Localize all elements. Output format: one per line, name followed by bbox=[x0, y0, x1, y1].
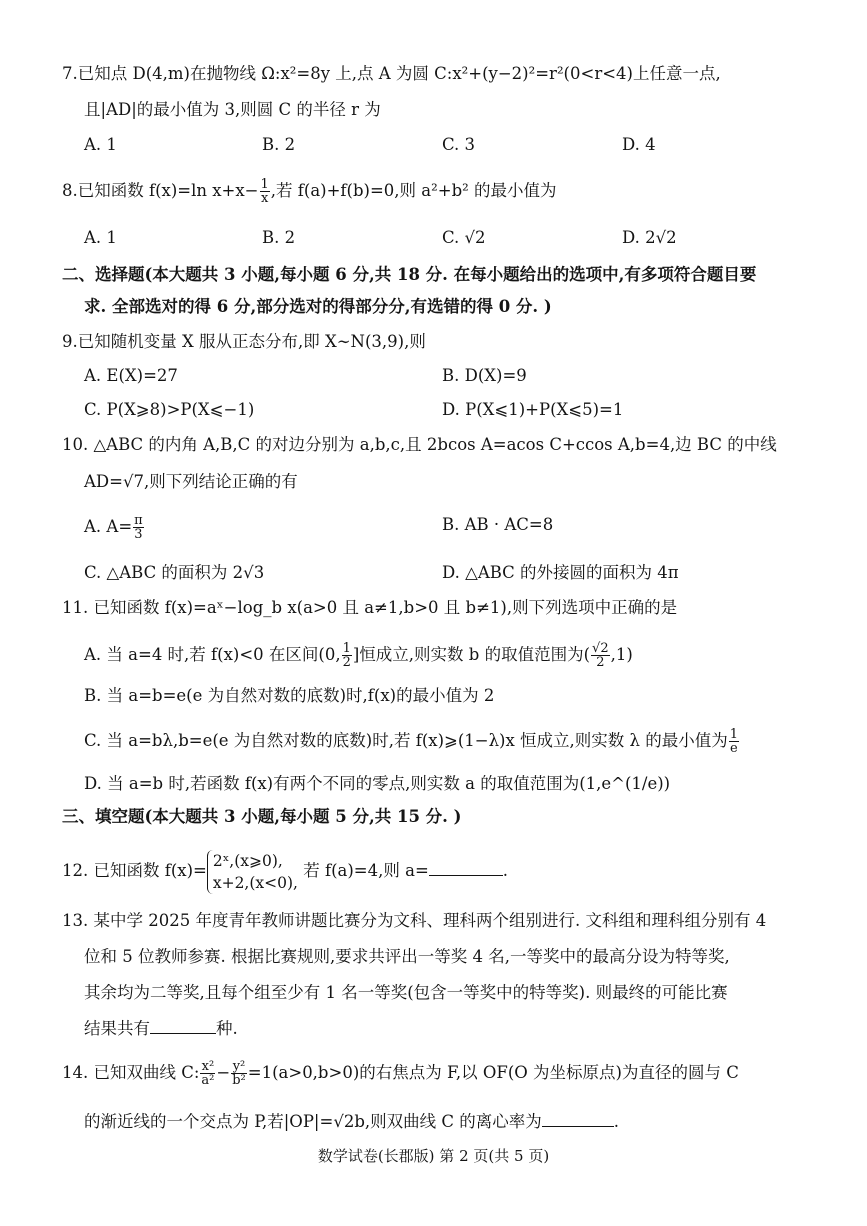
q14-frac1-num: x² bbox=[201, 1059, 215, 1074]
q14-stem-pre: 14. 已知双曲线 C: bbox=[62, 1063, 200, 1082]
q8-option-b: B. 2 bbox=[262, 228, 296, 247]
q9-option-d: D. P(X⩽1)+P(X⩽5)=1 bbox=[442, 400, 624, 419]
q7-option-a: A. 1 bbox=[84, 135, 117, 154]
q11-option-a-pre: A. 当 a=4 时,若 f(x)<0 在区间(0, bbox=[84, 645, 341, 664]
q11-option-c-den: e bbox=[730, 741, 738, 756]
q12-stem bbox=[62, 847, 867, 895]
q13-line2: 位和 5 位教师参赛. 根据比赛规则,要求共评出一等奖 4 名,一等奖中的最高分设为特等奖, bbox=[84, 947, 730, 966]
q12-case1: 2ˣ,(x⩾0), bbox=[212, 851, 283, 870]
q11-option-a-frac1 bbox=[342, 642, 352, 669]
q12-stem-end: . bbox=[502, 861, 509, 880]
q12-stem-post: 若 f(a)=4,则 a= bbox=[303, 861, 429, 880]
q11-option-a-frac2-den: 2 bbox=[596, 655, 605, 670]
q10-option-b: B. AB · AC=8 bbox=[442, 515, 554, 534]
q11-option-a-frac2-num: √2 bbox=[592, 641, 609, 656]
q8-stem bbox=[62, 178, 867, 205]
q10-option-a-fraction bbox=[133, 514, 144, 541]
q12-answer-blank[interactable] bbox=[429, 875, 503, 876]
q13-answer-blank[interactable] bbox=[150, 1033, 216, 1034]
q8-fraction bbox=[260, 178, 270, 205]
q8-option-c: C. √2 bbox=[442, 228, 486, 247]
q7-option-b: B. 2 bbox=[262, 135, 296, 154]
q7-option-c: C. 3 bbox=[442, 135, 476, 154]
q10-option-d: D. △ABC 的外接圆的面积为 4π bbox=[442, 563, 679, 582]
q8-option-d: D. 2√2 bbox=[622, 228, 677, 247]
q11-option-a-post: ,1) bbox=[610, 645, 633, 664]
q11-option-c-fraction bbox=[729, 728, 739, 755]
q11-option-a-frac2 bbox=[591, 642, 610, 669]
section2-heading-line2: 求. 全部选对的得 6 分,部分选对的得部分分,有选错的得 0 分. ) bbox=[84, 297, 552, 316]
q7-option-d: D. 4 bbox=[622, 135, 656, 154]
q14-line2-pre: 的渐近线的一个交点为 P,若|OP|=√2b,则双曲线 C 的离心率为 bbox=[84, 1112, 542, 1131]
page-footer: 数学试卷(长郡版) 第 2 页(共 5 页) bbox=[317, 1147, 550, 1165]
q12-stem-pre: 12. 已知函数 f(x)= bbox=[62, 861, 207, 880]
q7-line1: 7.已知点 D(4,m)在抛物线 Ω:x²=8y 上,点 A 为圆 C:x²+(y−2)²=r²(0<r<4)上任意一点, bbox=[62, 64, 721, 83]
q14-frac1 bbox=[200, 1060, 215, 1087]
q13-line4-pre: 结果共有 bbox=[84, 1019, 150, 1038]
q13-line4 bbox=[84, 1018, 867, 1040]
q9-option-b: B. D(X)=9 bbox=[442, 366, 527, 385]
section3-heading: 三、填空题(本大题共 3 小题,每小题 5 分,共 15 分. ) bbox=[62, 807, 462, 826]
q12-case2: x+2,(x<0), bbox=[212, 873, 298, 892]
q14-frac2-den: b² bbox=[232, 1073, 246, 1088]
q10-line1: 10. △ABC 的内角 A,B,C 的对边分别为 a,b,c,且 2bcos A=acos C+ccos A,b=4,边 BC 的中线 bbox=[62, 435, 777, 454]
q10-option-a-num: π bbox=[134, 513, 143, 528]
q11-stem: 11. 已知函数 f(x)=aˣ−log_b x(a>0 且 a≠1,b>0 且 b≠1),则下列选项中正确的是 bbox=[62, 598, 678, 617]
q11-option-d: D. 当 a=b 时,若函数 f(x)有两个不同的零点,则实数 a 的取值范围为(1,e^(1/e)) bbox=[84, 774, 671, 793]
q10-option-a-pre: A. A= bbox=[84, 517, 133, 536]
q11-option-c bbox=[84, 728, 740, 755]
q11-option-a bbox=[84, 642, 633, 669]
q9-option-c: C. P(X⩾8)>P(X⩽−1) bbox=[84, 400, 255, 419]
q13-line4-post: 种. bbox=[216, 1019, 238, 1038]
q14-line2-end: . bbox=[613, 1112, 620, 1131]
q12-piecewise bbox=[207, 850, 298, 894]
q8-stem-post: ,若 f(a)+f(b)=0,则 a²+b² 的最小值为 bbox=[270, 181, 557, 200]
q11-option-a-frac1-num: 1 bbox=[342, 641, 351, 656]
q8-frac-num: 1 bbox=[260, 177, 269, 192]
q7-line2: 且|AD|的最小值为 3,则圆 C 的半径 r 为 bbox=[84, 100, 381, 119]
q11-option-c-num: 1 bbox=[729, 727, 739, 742]
q14-frac2-num: y² bbox=[232, 1059, 246, 1074]
q14-stem-post: =1(a>0,b>0)的右焦点为 F,以 OF(O 为坐标原点)为直径的圆与 C bbox=[247, 1063, 739, 1082]
q14-frac1-den: a² bbox=[201, 1073, 215, 1088]
q10-option-a bbox=[84, 514, 145, 541]
q10-option-c: C. △ABC 的面积为 2√3 bbox=[84, 563, 265, 582]
q9-stem: 9.已知随机变量 X 服从正态分布,即 X∼N(3,9),则 bbox=[62, 332, 426, 351]
q8-stem-pre: 8.已知函数 f(x)=ln x+x− bbox=[62, 181, 259, 200]
q11-option-a-frac1-den: 2 bbox=[342, 655, 351, 670]
q11-option-b: B. 当 a=b=e(e 为自然对数的底数)时,f(x)的最小值为 2 bbox=[84, 686, 495, 705]
q14-minus: − bbox=[216, 1063, 231, 1082]
q14-answer-blank[interactable] bbox=[542, 1126, 614, 1127]
q14-frac2 bbox=[231, 1060, 247, 1087]
q11-option-c-pre: C. 当 a=bλ,b=e(e 为自然对数的底数)时,若 f(x)⩾(1−λ)x 恒成立,则实数 λ 的最小值为 bbox=[84, 731, 728, 750]
q14-line2 bbox=[84, 1111, 867, 1133]
q13-line1: 13. 某中学 2025 年度青年教师讲题比赛分为文科、理科两个组别进行. 文科组和理科组分别有 4 bbox=[62, 911, 767, 930]
q10-option-a-den: 3 bbox=[134, 527, 143, 542]
q8-option-a: A. 1 bbox=[84, 228, 117, 247]
q14-stem bbox=[62, 1060, 867, 1087]
q13-line3: 其余均为二等奖,且每个组至少有 1 名一等奖(包含一等奖中的特等奖). 则最终的可能比赛 bbox=[84, 983, 728, 1002]
section2-heading-line1: 二、选择题(本大题共 3 小题,每小题 6 分,共 18 分. 在每小题给出的选项中,有多项符合题目要 bbox=[62, 265, 757, 284]
q10-line2: AD=√7,则下列结论正确的有 bbox=[84, 472, 298, 491]
q8-frac-den: x bbox=[260, 191, 269, 206]
q9-option-a: A. E(X)=27 bbox=[84, 366, 178, 385]
q11-option-a-mid: ]恒成立,则实数 b 的取值范围为( bbox=[352, 645, 591, 664]
